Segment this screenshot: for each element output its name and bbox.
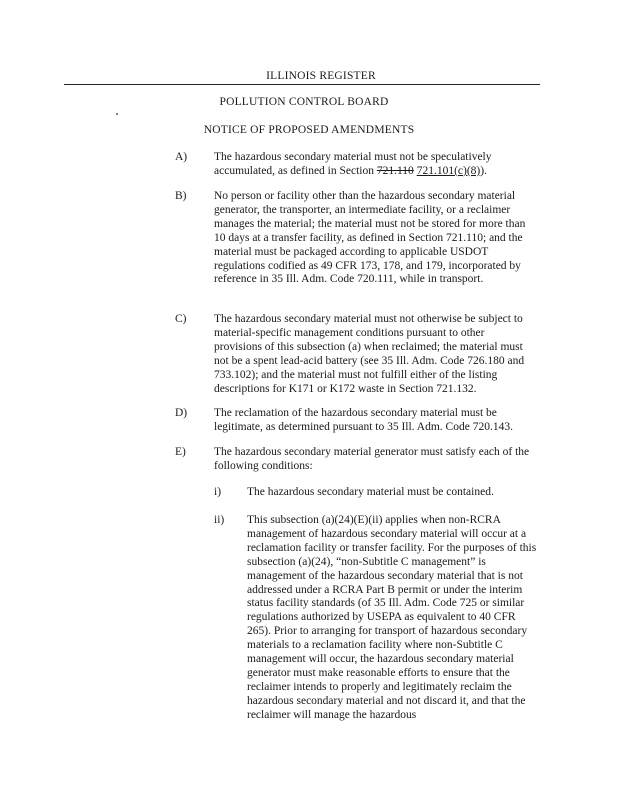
item-c-text: The hazardous secondary material must not otherwise be subject to material-specific management conditions pursuant to other provisions of this subsection (a) when reclaimed; the material must not be a spent lead-acid battery (see 35 Ill. Adm. Code 726.180 and 733.102); and the material must not fulfill either of the listing descriptions for K171 or K172 waste in Section 721.132. [214, 313, 525, 395]
item-e-text: The hazardous secondary material generator must satisfy each of the following conditions: [214, 446, 530, 472]
item-a-text-before: The hazardous secondary material must not be speculatively accumulated, as defined in Section [214, 151, 492, 177]
header-rule [64, 84, 540, 85]
item-e-ii-text: This subsection (a)(24)(E)(ii) applies when non-RCRA management of hazardous secondary material will occur at a reclamation facility or transfer facility. For the purposes of this subsection (a)(24), “non-Subtitle C management” is management of the hazardous secondary material that is not addressed under a RCRA Part B permit or under the interim status facility standards (of 35 Ill. Adm. Code 725 or similar regulations authorized by USEPA as equivalent to 40 CFR 265). Prior to arranging for transport of hazardous secondary materials to a reclamation facility where non-Subtitle C management will occur, the hazardous secondary material generator must make reasonable efforts to ensure that the reclaimer intends to properly and legitimately reclaim the hazardous secondary material and not discard it, and that the reclaimer will manage the hazardous [247, 514, 537, 721]
notice-title: NOTICE OF PROPOSED AMENDMENTS [203, 124, 415, 136]
item-a-text-after: ). [480, 164, 487, 177]
item-d-text: The reclamation of the hazardous secondary material must be legitimate, as determined pursuant to 35 Ill. Adm. Code 720.143. [214, 407, 513, 433]
item-a-text [214, 151, 532, 179]
item-b-text: No person or facility other than the hazardous secondary material generator, the transporter, an intermediate facility, or a reclaimer manages the material; the material must not be stored for more than 10 days at a transfer facility, as defined in Section 721.110; and the material must be packaged according to applicable USDOT regulations codified as 49 CFR 173, 178, and 179, incorporated by reference in 35 Ill. Adm. Code 720.111, while in transport. [214, 190, 526, 286]
inserted-text: 721.101(c)(8) [416, 164, 481, 177]
board-title: POLLUTION CONTROL BOARD [219, 96, 389, 108]
item-a-label: A) [175, 151, 188, 163]
register-title: ILLINOIS REGISTER [266, 70, 376, 82]
item-e-i-text: The hazardous secondary material must be contained. [247, 486, 494, 498]
item-b-label: B) [175, 190, 187, 202]
item-c-label: C) [175, 313, 187, 325]
item-e-i-label: i) [214, 486, 222, 498]
item-e-ii-label: ii) [214, 514, 225, 526]
item-e-label: E) [175, 446, 186, 458]
deleted-text: 721.110 [376, 164, 414, 177]
scan-speck [116, 113, 118, 115]
item-d-label: D) [175, 407, 188, 419]
